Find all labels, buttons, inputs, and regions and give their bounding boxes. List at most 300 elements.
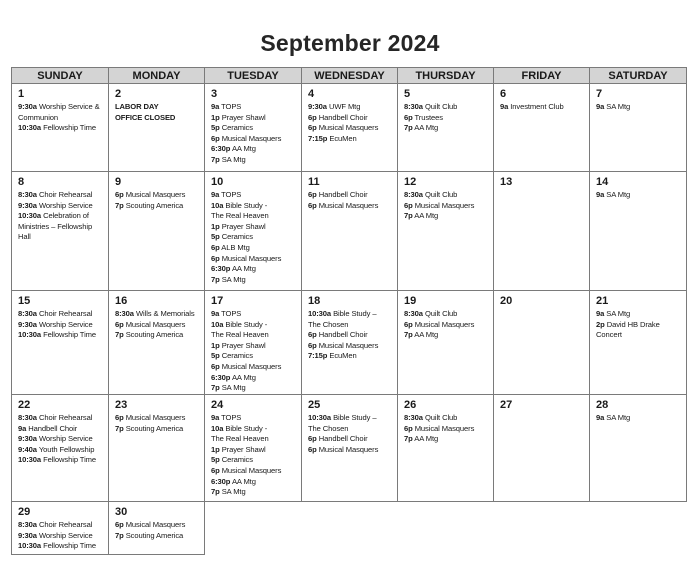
event-entry (500, 102, 585, 113)
day-number: 14 (596, 176, 609, 188)
day-number: 10 (211, 176, 224, 188)
event-entry (18, 455, 104, 466)
day-number: 25 (308, 399, 321, 411)
event-entry (18, 232, 104, 243)
day-number: 30 (115, 506, 128, 518)
event-entry (18, 222, 104, 233)
event-entry (18, 434, 104, 445)
calendar-body (12, 84, 687, 555)
day-cell[interactable] (205, 84, 302, 172)
day-number: 24 (211, 399, 224, 411)
event-time: 6p (404, 200, 413, 210)
event-time: 10:30a (18, 541, 42, 551)
day-cell[interactable] (12, 172, 109, 291)
day-number: 11 (308, 176, 320, 188)
event-entry (211, 222, 297, 233)
event-text: Musical Masquers (318, 123, 379, 133)
event-time: 9:30a (18, 200, 37, 210)
event-entry (115, 309, 200, 320)
event-text: Musical Masquers (221, 361, 282, 371)
event-text: Communion (18, 112, 59, 122)
event-text: Handbell Choir (28, 423, 78, 433)
event-entry (18, 541, 104, 552)
day-cell[interactable] (590, 84, 687, 172)
event-time: 6p (404, 319, 413, 329)
calendar-title: September 2024 (260, 30, 440, 56)
event-time: 6p (211, 133, 220, 143)
event-text: Bible Study - (225, 200, 268, 210)
day-cell[interactable] (12, 395, 109, 502)
event-time: 10:30a (308, 309, 332, 318)
event-text: Worship Service (38, 434, 93, 444)
day-cell[interactable] (109, 395, 205, 502)
event-time: 6p (404, 423, 413, 433)
event-text: Choir Rehearsal (38, 413, 93, 422)
event-entry (308, 341, 393, 352)
event-entry (211, 134, 297, 145)
event-time: 6p (308, 434, 317, 444)
event-text: TOPS (221, 309, 242, 318)
event-text: TOPS (221, 190, 242, 199)
event-text: Worship Service (38, 530, 93, 540)
event-time: 5p (211, 351, 220, 361)
event-entry (211, 232, 297, 243)
event-text: Musical Masquers (125, 190, 186, 199)
event-text: Investment Club (510, 102, 564, 111)
weekday-header: TUESDAY (205, 68, 302, 84)
event-entry (404, 413, 489, 424)
event-entry (211, 201, 297, 212)
event-entry (115, 320, 200, 331)
event-time: 9:30a (308, 102, 327, 111)
event-time: 7p (115, 330, 124, 340)
day-number: 6 (500, 88, 507, 100)
event-time: 8:30a (404, 413, 423, 422)
day-cell[interactable] (494, 84, 590, 172)
weekday-header: MONDAY (109, 68, 205, 84)
day-number: 2 (115, 88, 122, 100)
event-text: Worship Service (38, 200, 93, 210)
day-cell[interactable] (109, 172, 205, 291)
event-text: David HB Drake (606, 319, 660, 329)
event-entry (18, 123, 104, 134)
event-text: Fellowship Time (43, 455, 97, 465)
event-entry (211, 434, 297, 445)
event-time: 10a (211, 423, 224, 433)
event-text: Quilt Club (424, 413, 458, 422)
event-text: Musical Masquers (125, 520, 186, 529)
event-time: 6p (211, 253, 220, 263)
event-entry (308, 413, 393, 424)
event-entry (404, 102, 489, 113)
event-text: Choir Rehearsal (38, 520, 93, 529)
weekday-header: WEDNESDAY (302, 68, 398, 84)
event-text: OFFICE CLOSED (115, 112, 176, 122)
event-text: SA Mtg (606, 190, 631, 199)
event-time: 6:30p (211, 264, 231, 274)
event-time: 6p (115, 190, 124, 199)
event-text: Scouting America (125, 200, 184, 210)
event-time: 7p (115, 200, 124, 210)
event-time: 9:30a (18, 434, 37, 444)
event-entry (18, 190, 104, 201)
event-time: 9:30a (18, 319, 37, 329)
day-cell[interactable] (590, 395, 687, 502)
event-time: 9a (211, 309, 220, 318)
event-text: Prayer Shawl (221, 340, 266, 350)
event-entry (211, 113, 297, 124)
event-text: SA Mtg (221, 154, 246, 164)
weekday-header: FRIDAY (494, 68, 590, 84)
event-entry (308, 424, 393, 435)
day-cell[interactable] (590, 291, 687, 395)
day-cell[interactable] (494, 291, 590, 395)
event-text: Musical Masquers (318, 340, 379, 350)
event-entry (596, 102, 682, 113)
event-entry (596, 320, 682, 331)
event-time: 9a (596, 190, 605, 199)
event-text: The Chosen (308, 319, 349, 329)
event-entry (115, 520, 200, 531)
event-text: Musical Masquers (221, 133, 282, 143)
day-cell[interactable] (398, 395, 494, 502)
event-entry (211, 413, 297, 424)
day-number: 3 (211, 88, 218, 100)
day-number: 18 (308, 295, 321, 307)
event-entry (18, 113, 104, 124)
event-text: Quilt Club (424, 309, 458, 318)
event-time: 9a (211, 102, 220, 111)
event-text: SA Mtg (221, 274, 246, 284)
event-text: Ceramics (221, 232, 253, 242)
day-cell[interactable] (12, 84, 109, 172)
weekday-header: SATURDAY (590, 68, 687, 84)
event-time: 7p (211, 487, 220, 497)
event-text: Choir Rehearsal (38, 309, 93, 318)
event-entry (211, 330, 297, 341)
day-cell[interactable] (302, 172, 398, 291)
event-entry (211, 211, 297, 222)
event-time: 6:30p (211, 372, 231, 382)
event-text: Ceramics (221, 455, 253, 465)
event-time: 9a (596, 309, 605, 318)
event-time: 6p (404, 112, 413, 122)
event-entry (308, 113, 393, 124)
event-text: Musical Masquers (318, 200, 379, 210)
event-time: 2p (596, 319, 605, 329)
event-entry (308, 134, 393, 145)
event-text: SA Mtg (221, 487, 246, 497)
event-entry (115, 190, 200, 201)
event-text: Prayer Shawl (221, 221, 266, 231)
week-row (12, 502, 687, 555)
day-cell[interactable] (302, 291, 398, 395)
event-text: Handbell Choir (318, 112, 368, 122)
event-text: Fellowship Time (43, 541, 97, 551)
event-time: 6p (308, 123, 317, 133)
event-text: Musical Masquers (125, 413, 186, 422)
event-text: Choir Rehearsal (38, 190, 93, 199)
day-cell[interactable] (205, 172, 302, 291)
day-cell[interactable] (205, 395, 302, 502)
event-text: Youth Fellowship (38, 444, 95, 454)
event-time: 8:30a (115, 309, 134, 318)
day-number: 28 (596, 399, 609, 411)
event-text: The Real Heaven (211, 211, 269, 221)
event-entry (404, 424, 489, 435)
event-time: 6p (308, 200, 317, 210)
day-cell[interactable] (302, 84, 398, 172)
event-text: Ceramics (221, 123, 253, 133)
event-entry (18, 330, 104, 341)
event-entry (211, 155, 297, 166)
empty-cell (302, 502, 398, 555)
event-entry (18, 211, 104, 222)
event-time: 8:30a (18, 413, 37, 422)
event-entry (308, 320, 393, 331)
day-cell[interactable] (398, 291, 494, 395)
event-time: 9a (500, 102, 509, 111)
event-text: Quilt Club (424, 190, 458, 199)
event-entry (308, 351, 393, 362)
event-entry (18, 102, 104, 113)
event-entry (211, 341, 297, 352)
event-text: Musical Masquers (414, 200, 475, 210)
week-row (12, 172, 687, 291)
day-number: 27 (500, 399, 513, 411)
event-text: Bible Study - (225, 423, 268, 433)
event-time: 7p (404, 123, 413, 133)
event-text: Worship Service & (38, 102, 100, 111)
weekday-header-row (12, 68, 687, 84)
event-text: SA Mtg (606, 102, 631, 111)
event-time: 7p (404, 330, 413, 340)
weekday-header: SUNDAY (12, 68, 109, 84)
event-time: 9:40a (18, 444, 37, 454)
event-text: AA Mtg (414, 434, 439, 444)
event-text: SA Mtg (606, 309, 631, 318)
event-time: 10:30a (18, 211, 42, 221)
day-number: 23 (115, 399, 128, 411)
event-text: EcuMen (329, 351, 357, 361)
event-entry (596, 413, 682, 424)
event-entry (211, 309, 297, 320)
day-number: 8 (18, 176, 25, 188)
event-entry (404, 320, 489, 331)
event-time: 9a (596, 102, 605, 111)
event-text: Prayer Shawl (221, 112, 266, 122)
event-text: The Real Heaven (211, 434, 269, 444)
day-number: 20 (500, 295, 513, 307)
event-time: 1p (211, 340, 220, 350)
event-text: Concert (596, 330, 622, 340)
event-entry (211, 254, 297, 265)
event-text: AA Mtg (231, 144, 256, 154)
event-time: 7:15p (308, 133, 328, 143)
event-time: 7p (211, 383, 220, 393)
day-cell[interactable] (398, 172, 494, 291)
event-entry (18, 309, 104, 320)
event-time: 1p (211, 221, 220, 231)
event-time: 9:30a (18, 530, 37, 540)
event-text: ALB Mtg (221, 242, 250, 252)
event-time: 8:30a (18, 190, 37, 199)
event-text: Musical Masquers (318, 444, 379, 454)
event-time: 7p (211, 154, 220, 164)
event-entry (211, 373, 297, 384)
event-entry (115, 201, 200, 212)
event-time: 10a (211, 200, 224, 210)
event-entry (308, 123, 393, 134)
event-entry (211, 487, 297, 498)
day-cell[interactable] (494, 172, 590, 291)
event-time: 9a (18, 423, 27, 433)
day-cell[interactable] (109, 502, 205, 555)
event-time: 6p (115, 413, 124, 422)
event-text: Musical Masquers (221, 253, 282, 263)
event-text: Ministries – Fellowship (18, 221, 93, 231)
day-number: 22 (18, 399, 31, 411)
day-cell[interactable] (109, 291, 205, 395)
event-text: TOPS (221, 413, 242, 422)
event-text: UWF Mtg (328, 102, 361, 111)
event-text: Bible Study - (225, 319, 268, 329)
event-text: Bible Study – (333, 309, 377, 318)
event-entry (18, 320, 104, 331)
day-cell[interactable] (494, 395, 590, 502)
event-entry (211, 351, 297, 362)
day-cell[interactable] (205, 291, 302, 395)
day-number: 17 (211, 295, 224, 307)
day-cell[interactable] (302, 395, 398, 502)
event-text: Bible Study – (333, 413, 377, 422)
day-number: 26 (404, 399, 417, 411)
day-number: 12 (404, 176, 417, 188)
event-text: AA Mtg (231, 372, 256, 382)
event-entry (211, 477, 297, 488)
event-entry (18, 520, 104, 531)
day-number: 15 (18, 295, 31, 307)
event-entry (18, 531, 104, 542)
day-number: 29 (18, 506, 31, 518)
event-time: 8:30a (404, 190, 423, 199)
day-number: 5 (404, 88, 411, 100)
event-time: 9a (211, 413, 220, 422)
event-entry (211, 102, 297, 113)
event-entry (211, 455, 297, 466)
event-time: 6p (308, 340, 317, 350)
day-number: 19 (404, 295, 417, 307)
empty-cell (398, 502, 494, 555)
event-entry (596, 190, 682, 201)
event-time: 7p (115, 423, 124, 433)
empty-cell (494, 502, 590, 555)
event-entry (211, 445, 297, 456)
event-entry (404, 123, 489, 134)
event-time: 6:30p (211, 144, 231, 154)
event-time: 7p (404, 211, 413, 221)
week-row (12, 84, 687, 172)
event-time: 10:30a (308, 413, 332, 422)
event-entry (211, 144, 297, 155)
event-text: AA Mtg (231, 476, 256, 486)
event-text: Wills & Memorials (135, 309, 195, 318)
event-text: Quilt Club (424, 102, 458, 111)
event-time: 9a (211, 190, 220, 199)
day-cell[interactable] (12, 291, 109, 395)
event-time: 1p (211, 112, 220, 122)
event-text: Worship Service (38, 319, 93, 329)
event-entry (115, 113, 200, 124)
day-number: 13 (500, 176, 513, 188)
day-number: 16 (115, 295, 128, 307)
event-text: Ceramics (221, 351, 253, 361)
event-time: 6p (308, 190, 317, 199)
day-cell[interactable] (12, 502, 109, 555)
event-entry (211, 275, 297, 286)
event-entry (115, 424, 200, 435)
event-text: SA Mtg (606, 413, 631, 422)
event-entry (211, 123, 297, 134)
event-entry (115, 531, 200, 542)
event-time: 5p (211, 232, 220, 242)
event-time: 7p (211, 274, 220, 284)
event-text: Scouting America (125, 330, 184, 340)
event-entry (211, 190, 297, 201)
event-text: Hall (18, 232, 31, 242)
event-entry (211, 362, 297, 373)
event-text: AA Mtg (414, 211, 439, 221)
day-cell[interactable] (398, 84, 494, 172)
event-entry (211, 383, 297, 394)
event-text: The Chosen (308, 423, 349, 433)
event-time: 8:30a (404, 102, 423, 111)
empty-cell (205, 502, 302, 555)
empty-cell (590, 502, 687, 555)
event-entry (308, 434, 393, 445)
event-entry (308, 102, 393, 113)
event-time: 8:30a (18, 309, 37, 318)
event-text: Handbell Choir (318, 330, 368, 340)
day-cell[interactable] (590, 172, 687, 291)
event-text: AA Mtg (414, 330, 439, 340)
event-text: Handbell Choir (318, 190, 368, 199)
event-entry (404, 434, 489, 445)
event-entry (211, 320, 297, 331)
event-entry (115, 102, 200, 113)
event-entry (404, 113, 489, 124)
event-text: Musical Masquers (221, 465, 282, 475)
event-entry (308, 445, 393, 456)
event-text: LABOR DAY (115, 102, 159, 111)
event-time: 6:30p (211, 476, 231, 486)
day-cell[interactable] (109, 84, 205, 172)
event-entry (115, 413, 200, 424)
week-row (12, 291, 687, 395)
day-number: 9 (115, 176, 122, 188)
event-time: 7p (115, 530, 124, 540)
weekday-header: THURSDAY (398, 68, 494, 84)
event-text: AA Mtg (414, 123, 439, 133)
event-text: Musical Masquers (414, 423, 475, 433)
event-time: 10:30a (18, 330, 42, 340)
day-number: 4 (308, 88, 315, 100)
event-time: 6p (211, 465, 220, 475)
event-text: Fellowship Time (43, 123, 97, 133)
event-entry (596, 330, 682, 341)
event-entry (115, 330, 200, 341)
event-entry (596, 309, 682, 320)
